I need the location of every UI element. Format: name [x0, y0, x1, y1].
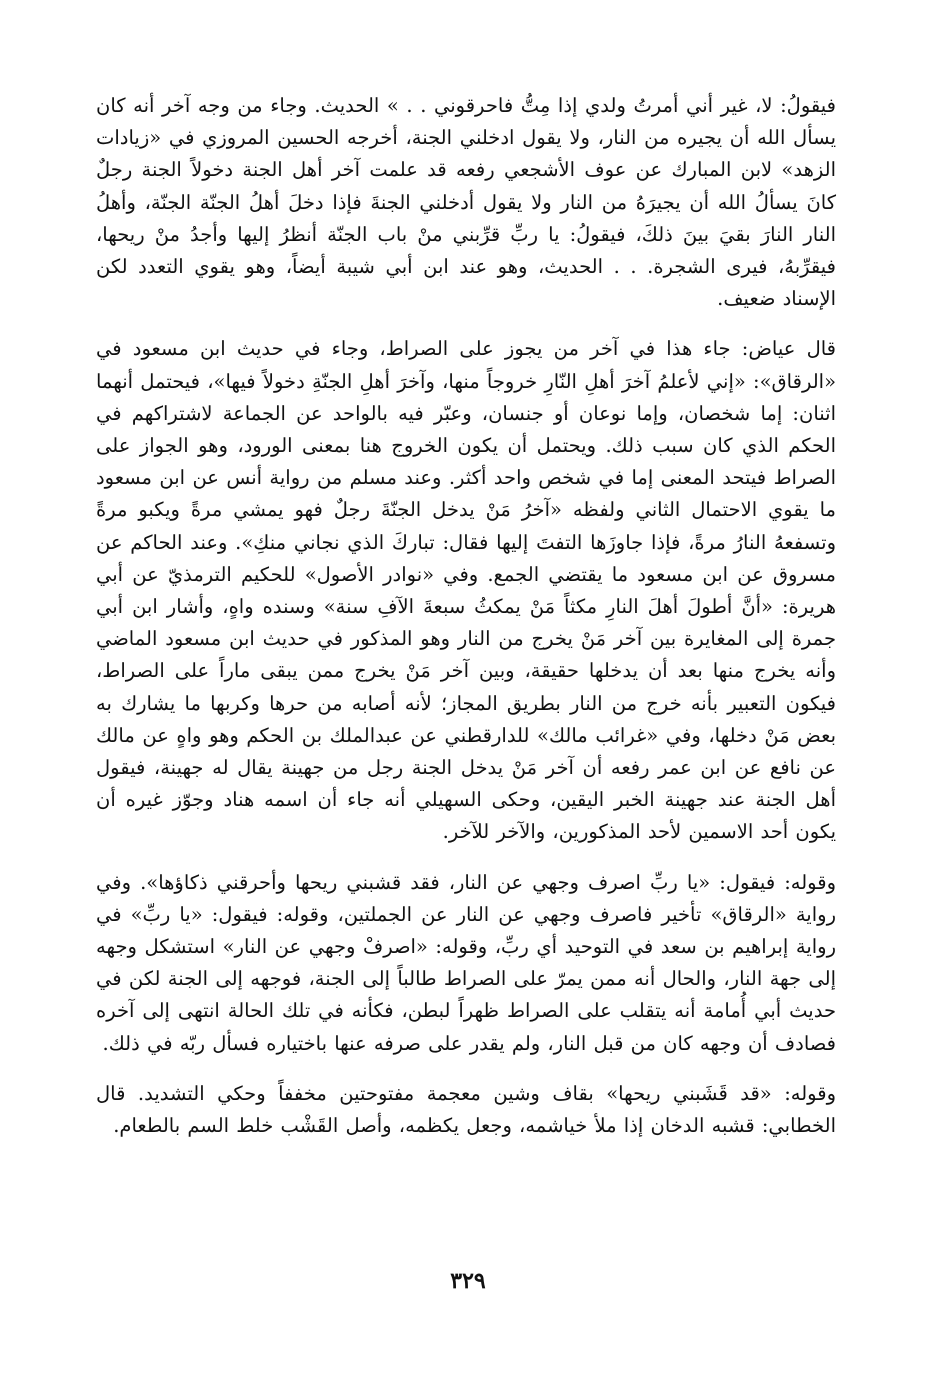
paragraph-4: وقوله: «قد قَشَبني ريحها» بقاف وشين معجمة مفتوحتين مخففاً وحكي التشديد. قال الخطابي: قشبه الدخان إذا ملأ خياشمه، وجعل يكظمه، وأصل القَشْب خلط السم بالطعام. — [96, 1081, 836, 1138]
paragraph-1: فيقولُ: لا، غير أني أمرتُ ولدي إذا مِتُّ فاحرقوني . . » الحديث. وجاء من وجه آخر أنه كان يسأل الله أن يجيره من النار، ولا يقول ادخلني الجنة، أخرجه الحسين المروزي في «زيادات الزهد» لابن المبارك عن عوف الأشجعي رفعه قد علمت آخر أهل الجنة دخولاً الجنة رجلٌ كانَ يسألُ الله أن يجيرَهُ من النار ولا يقول أدخلني الجنةَ فإذا دخلَ أهلُ الجنّة الجنّة، وأهلُ النار النارَ بقيَ بينَ ذلكَ، فيقولُ: يا ربِّ قرِّبني منْ باب الجنّة أنظرُ إليها وأجدُ منْ ريحها، فيقرِّبهُ، فيرى الشجرة. . . الحديث، وهو عند ابن أبي شيبة أيضاً، وهو يقوي التعدد لكن الإسناد ضعيف. — [96, 94, 836, 311]
paragraph-2: قال عياض: جاء هذا في آخر من يجوز على الصراط، وجاء في حديث ابن مسعود في «الرقاق»: «إني لأعلمُ آخرَ أهلِ النّارِ خروجاً منها، وآخرَ أهلِ الجنّةِ دخولاً فيها»، فيحتمل أنهما اثنان: إما شخصان، وإما نوعان أو جنسان، وعبّر فيه بالواحد عن الجماعة لاشتراكهم في الحكم الذي كان سبب ذلك. ويحتمل أن يكون الخروج هنا بمعنى الورود، وهو الجواز على الصراط فيتحد المعنى إما في شخص واحد أكثر. وعند مسلم من رواية أنس عن ابن مسعود ما يقوي الاحتمال الثاني ولفظه «آخرُ مَنْ يدخل الجنّةَ رجلٌ فهو يمشي مرةً ويكبو مرةً وتسفعهُ النارُ مرةً، فإذا جاوزَها التفتَ إليها فقال: تباركَ الذي نجاني منكِ». وعند الحاكم عن مسروق عن ابن مسعود ما يقتضي الجمع. وفي «نوادر الأصول» للحكيم الترمذيّ عن أبي هريرة: «أنَّ أطولَ أهلَ النارِ مكثاً مَنْ يمكثُ سبعةَ الآفِ سنة» وسنده واهٍ، وأشار ابن أبي جمرة إلى المغايرة بين آخر مَنْ يخرج من النار وهو المذكور في حديث ابن مسعود الماضي وأنه يخرج منها بعد أن يدخلها حقيقة، وبين آخر مَنْ يخرج ممن يبقى ماراً على الصراط، فيكون التعبير بأنه خرج من النار بطريق المجاز؛ لأنه أصابه من حرها وكربها ما يشارك به بعض مَنْ دخلها، وفي «غرائب مالك» للدارقطني عن عبدالملك بن الحكم وهو واهٍ عن مالك عن نافع عن ابن عمر رفعه أن آخر مَنْ يدخل الجنة رجل من جهينة يقال له جهينة، فيقول أهل الجنة عند جهينة الخبر اليقين، وحكى السهيلي أنه جاء أن اسمه هناد وجوّز غيره أن يكون أحد الاسمين لأحد المذكورين، والآخر للآخر. — [96, 337, 836, 844]
page-body — [96, 90, 836, 1350]
page-number: ٣٢٩ — [450, 1268, 486, 1294]
paragraph-3: وقوله: فيقول: «يا ربِّ اصرف وجهي عن النار، فقد قشبني ريحها وأحرقني ذكاؤها». وفي رواية «الرقاق» تأخير فاصرف وجهي عن النار عن الجملتين، وقوله: فيقول: «يا ربِّ» في رواية إبراهيم بن سعد في التوحيد أي ربِّ، وقوله: «اصرفْ وجهي عن النار» استشكل وجهه إلى جهة النار، والحال أنه ممن يمرّ على الصراط طالباً إلى الجنة، فوجهه إلى الجنة لكن في حديث أبي أُمامة أنه يتقلب على الصراط ظهراً لبطن، فكأنه في تلك الحالة انتهى إلى آخره فصادف أن وجهه كان من قبل النار، ولم يقدر على صرفه عنها باختياره فسأل ربّه في ذلك. — [96, 870, 836, 1055]
